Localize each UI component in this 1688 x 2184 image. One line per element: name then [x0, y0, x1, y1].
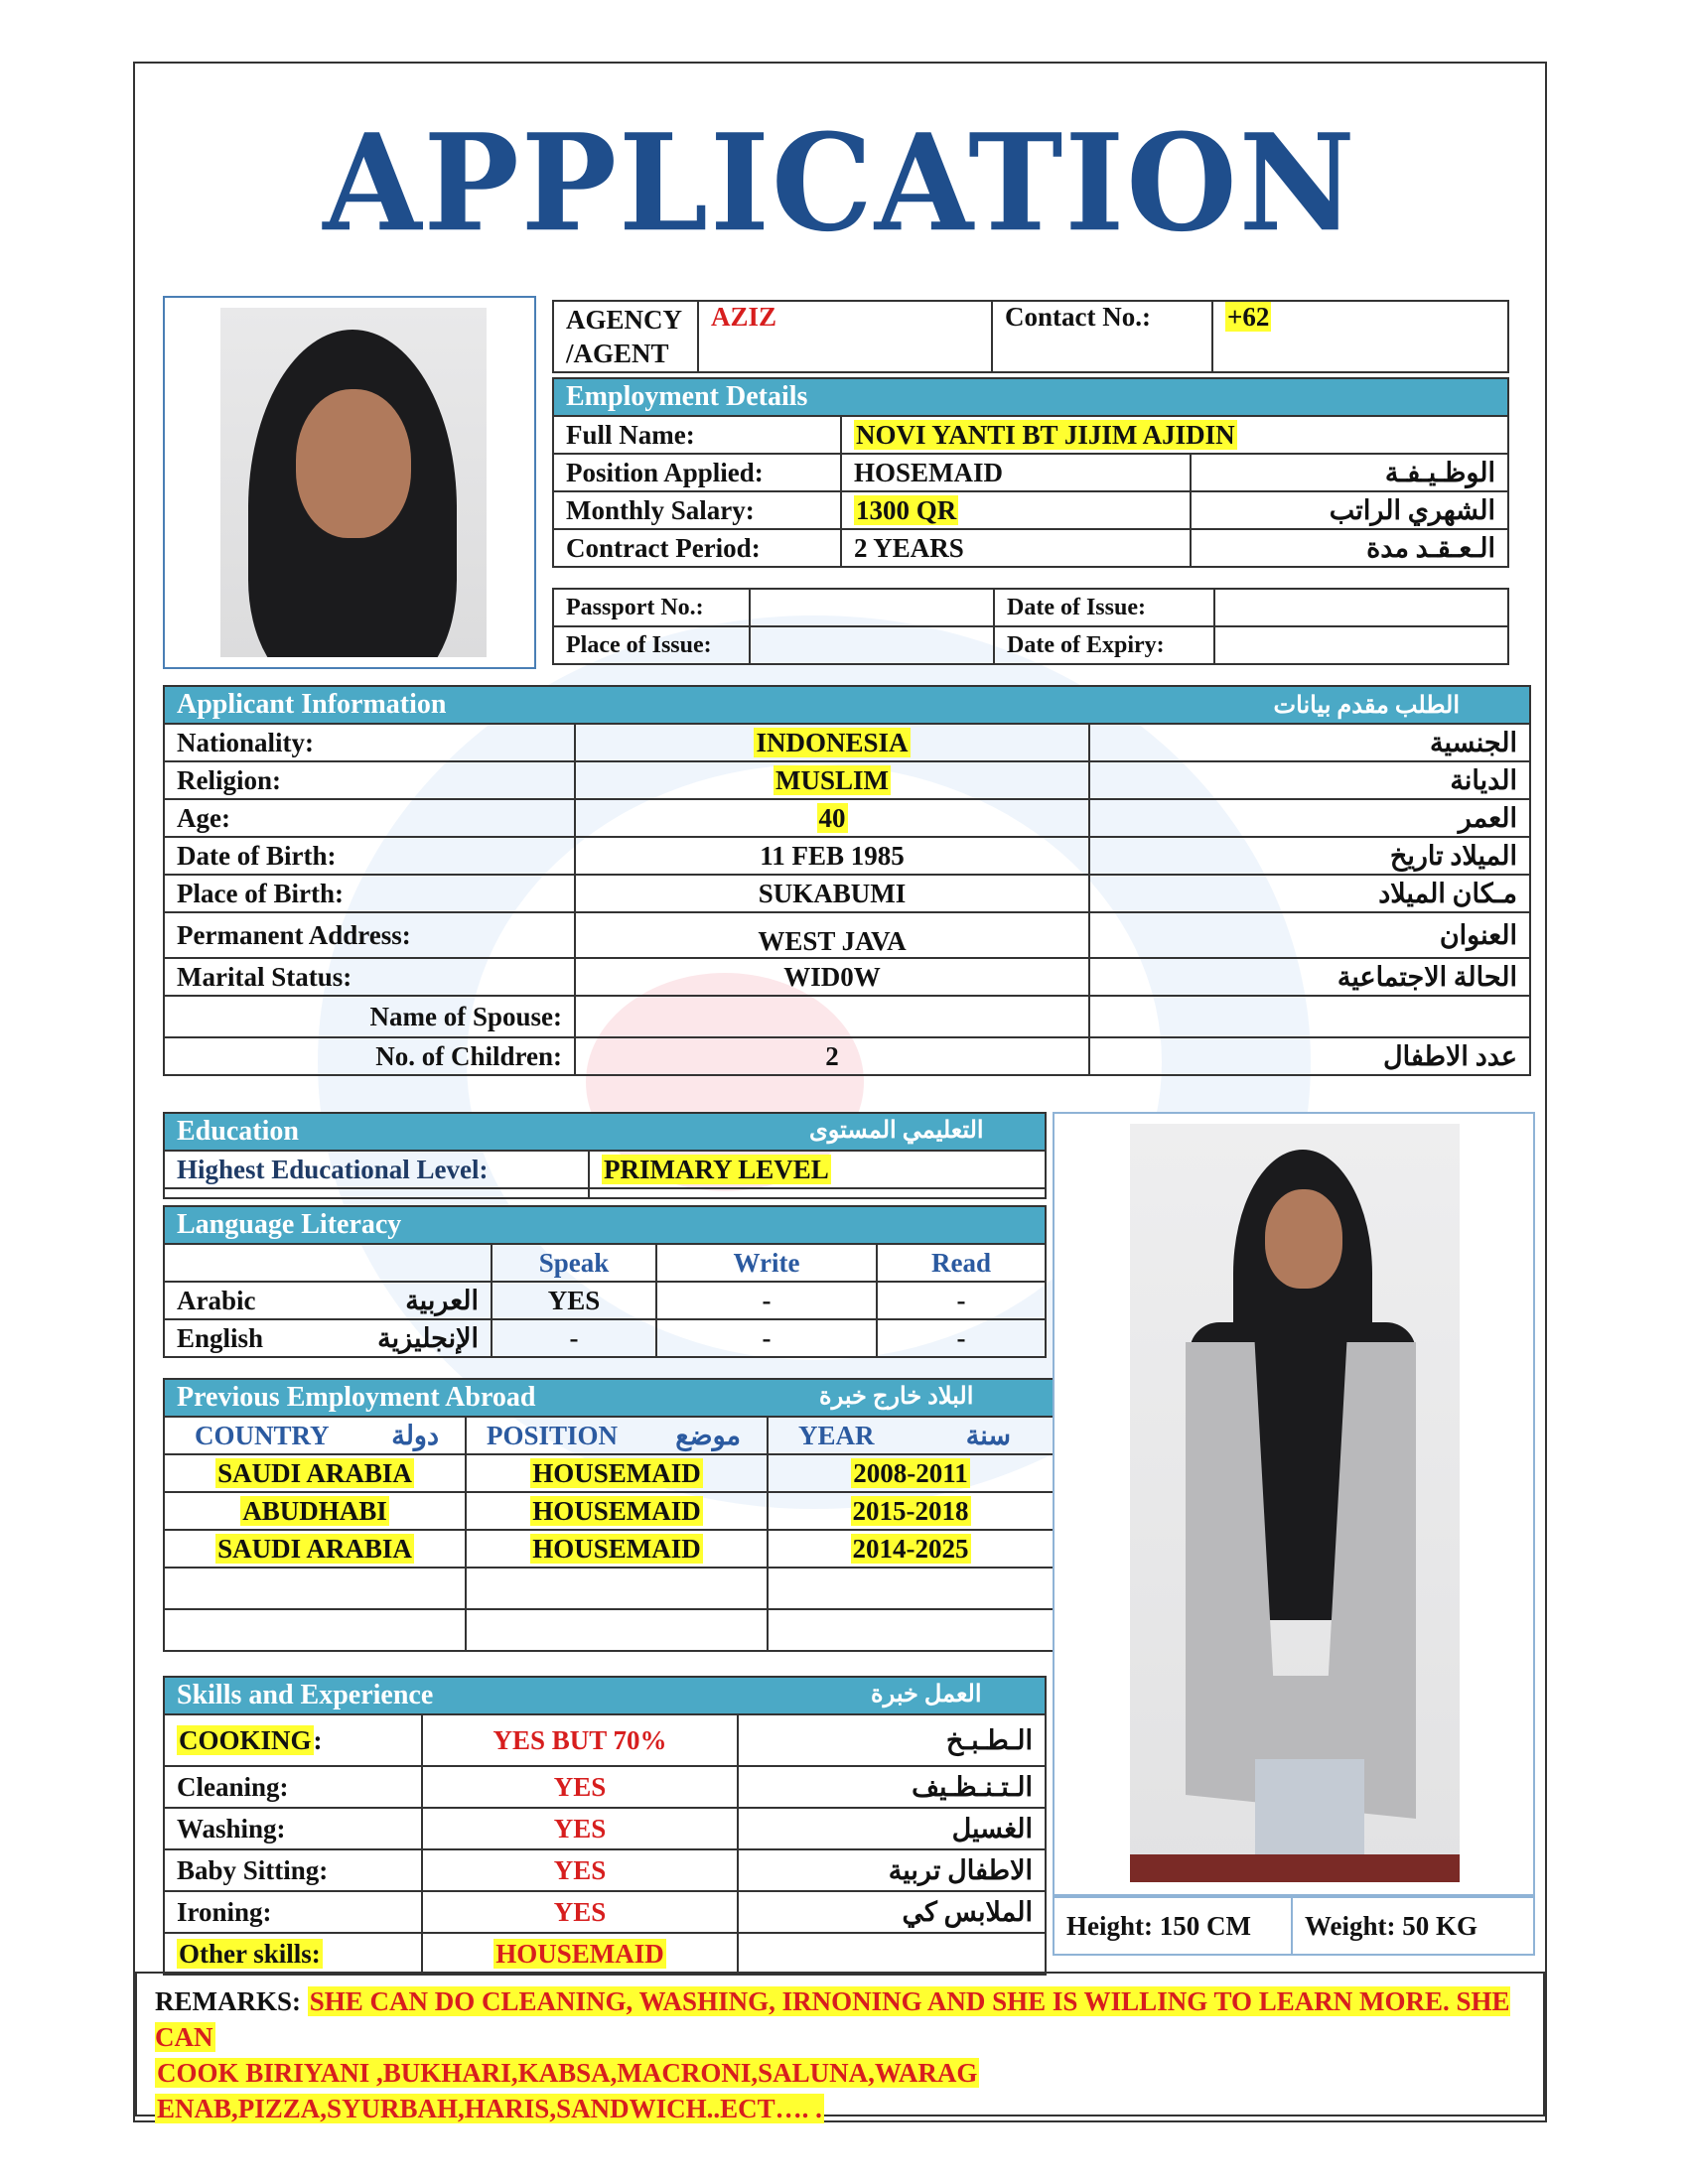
contract-label: Contract Period:	[553, 529, 841, 567]
issue-date-value	[1214, 589, 1508, 626]
ironing-ar: الملابس كي	[738, 1891, 1046, 1933]
cleaning-ar: الـتـنـظـيف	[738, 1766, 1046, 1808]
education-spacer	[589, 1188, 1046, 1198]
cooking-label: COOKING:	[164, 1714, 422, 1766]
arabic-write: -	[656, 1282, 877, 1319]
arabic-read: -	[877, 1282, 1046, 1319]
cleaning-label: Cleaning:	[164, 1766, 422, 1808]
face	[296, 389, 411, 538]
issue-date-label: Date of Issue:	[994, 589, 1214, 626]
other-skills-ar	[738, 1933, 1046, 1975]
face	[1265, 1189, 1342, 1289]
full-name-value: NOVI YANTI BT JIJIM AJIDIN	[841, 416, 1508, 454]
contract-ar: الـعـقـد مدة	[1191, 529, 1508, 567]
prev-empty-cell	[466, 1609, 768, 1651]
religion-value: MUSLIM	[575, 761, 1089, 799]
floor	[1130, 1854, 1460, 1882]
place-of-issue-value	[750, 626, 994, 664]
education-table	[163, 1112, 1047, 1199]
marital-label: Marital Status:	[164, 958, 575, 996]
passport-table	[552, 588, 1509, 665]
portrait-photo-frame	[163, 296, 536, 669]
prev-position: HOUSEMAID	[466, 1530, 768, 1568]
previous-employment-table	[163, 1378, 1055, 1652]
english-write: -	[656, 1319, 877, 1357]
passport-no-value	[750, 589, 994, 626]
nationality-label: Nationality:	[164, 724, 575, 761]
full-body-photo-frame	[1053, 1112, 1535, 1896]
prev-country: SAUDI ARABIA	[164, 1454, 466, 1492]
prev-year: 2015-2018	[768, 1492, 1054, 1530]
employment-table	[552, 377, 1509, 568]
remarks-line	[155, 2091, 1525, 2126]
education-spacer	[164, 1188, 589, 1198]
skills-header: Skills and Experience العمل خبرة	[164, 1677, 1046, 1714]
prev-empty-cell	[164, 1568, 466, 1609]
language-header: Language Literacy	[164, 1206, 1046, 1244]
ironing-value: YES	[422, 1891, 738, 1933]
ironing-label: Ironing:	[164, 1891, 422, 1933]
education-header: Education التعليمي المستوى	[164, 1113, 1046, 1151]
remarks-text: SHE CAN DO CLEANING, WASHING, IRNONING AND SHE IS WILLING TO LEARN MORE. SHE CAN	[155, 1986, 1510, 2052]
cooking-ar: الـطـبـخ	[738, 1714, 1046, 1766]
pob-label: Place of Birth:	[164, 875, 575, 912]
salary-ar: الشهري الراتب	[1191, 491, 1508, 529]
weight-value: Weight: 50 KG	[1292, 1897, 1534, 1955]
read-header: Read	[877, 1244, 1046, 1282]
prev-empty-cell	[164, 1609, 466, 1651]
measurements-table	[1053, 1896, 1535, 1956]
arabic-label: Arabic العربية	[164, 1282, 492, 1319]
marital-value: WID0W	[575, 958, 1089, 996]
position-header: POSITION موضع	[466, 1417, 768, 1454]
remarks-box	[135, 1972, 1545, 2123]
position-label: Position Applied:	[553, 454, 841, 491]
education-level-value: PRIMARY LEVEL	[589, 1151, 1046, 1188]
prev-empty-cell	[466, 1568, 768, 1609]
washing-ar: الغسيل	[738, 1808, 1046, 1849]
prev-empty-cell	[768, 1568, 1054, 1609]
applicant-header: Applicant Information	[164, 686, 1089, 724]
english-read: -	[877, 1319, 1046, 1357]
other-skills-value: HOUSEMAID	[422, 1933, 738, 1975]
children-value: 2	[575, 1037, 1089, 1075]
country-header: COUNTRY دولة	[164, 1417, 466, 1454]
position-value: HOSEMAID	[841, 454, 1191, 491]
baby-sitting-ar: الاطفال تربية	[738, 1849, 1046, 1891]
cooking-value: YES BUT 70%	[422, 1714, 738, 1766]
contract-value: 2 YEARS	[841, 529, 1191, 567]
portrait-photo	[220, 308, 487, 657]
expiry-date-label: Date of Expiry:	[994, 626, 1214, 664]
language-blank	[164, 1244, 492, 1282]
pob-value: SUKABUMI	[575, 875, 1089, 912]
dob-label: Date of Birth:	[164, 837, 575, 875]
remarks-text: ENAB,PIZZA,SYURBAH,HARIS,SANDWICH..ECT…. .	[157, 2094, 822, 2123]
dob-value: 11 FEB 1985	[575, 837, 1089, 875]
religion-ar: الديانة	[1089, 761, 1530, 799]
dob-ar: الميلاد تاريخ	[1089, 837, 1530, 875]
contact-value: +62	[1212, 301, 1508, 372]
employment-header: Employment Details	[553, 378, 1508, 416]
baby-sitting-value: YES	[422, 1849, 738, 1891]
agency-label: AGENCY /AGENT	[553, 301, 698, 372]
washing-label: Washing:	[164, 1808, 422, 1849]
remarks-line	[155, 1983, 1525, 2055]
other-skills-label: Other skills:	[164, 1933, 422, 1975]
cleaning-value: YES	[422, 1766, 738, 1808]
address-label: Permanent Address:	[164, 912, 575, 958]
spouse-label: Name of Spouse:	[164, 996, 575, 1037]
education-level-label: Highest Educational Level:	[164, 1151, 589, 1188]
remarks-label: REMARKS:	[155, 1986, 301, 2016]
prev-empty-cell	[768, 1609, 1054, 1651]
passport-no-label: Passport No.:	[553, 589, 750, 626]
language-table	[163, 1205, 1047, 1358]
speak-header: Speak	[492, 1244, 656, 1282]
contact-label: Contact No.:	[992, 301, 1212, 372]
height-value: Height: 150 CM	[1054, 1897, 1292, 1955]
prev-year: 2008-2011	[768, 1454, 1054, 1492]
children-label: No. of Children:	[164, 1037, 575, 1075]
applicant-header-ar: الطلب مقدم بيانات	[1089, 686, 1530, 724]
age-value: 40	[575, 799, 1089, 837]
full-name-label: Full Name:	[553, 416, 841, 454]
nationality-ar: الجنسية	[1089, 724, 1530, 761]
agency-value: AZIZ	[698, 301, 992, 372]
applicant-table	[163, 685, 1531, 1076]
english-label: English الإنجليزية	[164, 1319, 492, 1357]
place-of-issue-label: Place of Issue:	[553, 626, 750, 664]
year-header: YEAR سنة	[768, 1417, 1054, 1454]
full-body-photo	[1130, 1124, 1460, 1882]
english-speak: -	[492, 1319, 656, 1357]
position-ar: الوظـيـفـة	[1191, 454, 1508, 491]
spouse-ar	[1089, 996, 1530, 1037]
remarks-text: COOK BIRIYANI ,BUKHARI,KABSA,MACRONI,SALUNA,WARAG	[157, 2058, 978, 2088]
expiry-date-value	[1214, 626, 1508, 664]
salary-label: Monthly Salary:	[553, 491, 841, 529]
pob-ar: مـكان الميلاد	[1089, 875, 1530, 912]
prev-country: SAUDI ARABIA	[164, 1530, 466, 1568]
remarks-line	[155, 2055, 1525, 2091]
nationality-value: INDONESIA	[575, 724, 1089, 761]
salary-value: 1300 QR	[841, 491, 1191, 529]
children-ar: عدد الاطفال	[1089, 1037, 1530, 1075]
skills-table	[163, 1676, 1047, 1976]
age-label: Age:	[164, 799, 575, 837]
agency-table	[552, 300, 1509, 373]
page-title: APPLICATION	[323, 105, 1357, 262]
prev-position: HOUSEMAID	[466, 1454, 768, 1492]
washing-value: YES	[422, 1808, 738, 1849]
write-header: Write	[656, 1244, 877, 1282]
prev-year: 2014-2025	[768, 1530, 1054, 1568]
address-value: WEST JAVA	[575, 912, 1089, 958]
previous-header: Previous Employment Abroad البلاد خارج خبرة	[164, 1379, 1054, 1417]
address-ar: العنوان	[1089, 912, 1530, 958]
spouse-value	[575, 996, 1089, 1037]
arabic-speak: YES	[492, 1282, 656, 1319]
prev-position: HOUSEMAID	[466, 1492, 768, 1530]
age-ar: العمر	[1089, 799, 1530, 837]
religion-label: Religion:	[164, 761, 575, 799]
prev-country: ABUDHABI	[164, 1492, 466, 1530]
marital-ar: الحالة الاجتماعية	[1089, 958, 1530, 996]
baby-sitting-label: Baby Sitting:	[164, 1849, 422, 1891]
